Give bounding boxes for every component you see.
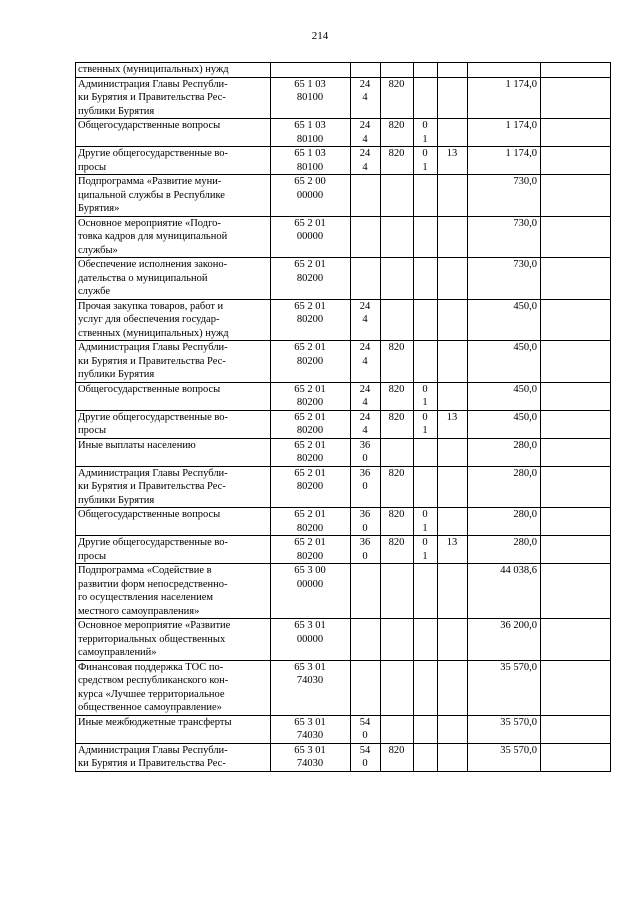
row-empty-cell [541, 258, 611, 300]
row-empty-cell [541, 63, 611, 78]
row-subsection-cell [438, 258, 468, 300]
row-section-cell [414, 299, 438, 341]
row-amount-cell: 450,0 [468, 382, 541, 410]
table-row [76, 216, 611, 258]
row-amount-cell: 36 200,0 [468, 619, 541, 661]
row-section-cell: 0 1 [414, 147, 438, 175]
row-department-cell [381, 715, 414, 743]
table-row [76, 619, 611, 661]
row-subsection-cell [438, 508, 468, 536]
row-amount-cell: 280,0 [468, 466, 541, 508]
row-name-cell: Иные выплаты населению [76, 438, 271, 466]
row-subsection-cell [438, 216, 468, 258]
row-department-cell: 820 [381, 536, 414, 564]
row-name-cell: Общегосударственные вопросы [76, 382, 271, 410]
row-target-article-cell: 65 1 03 80100 [271, 119, 351, 147]
row-amount-cell: 450,0 [468, 410, 541, 438]
row-department-cell: 820 [381, 77, 414, 119]
row-name-cell: ственных (муниципальных) нужд [76, 63, 271, 78]
row-subsection-cell [438, 743, 468, 771]
row-subsection-cell [438, 660, 468, 715]
row-subsection-cell [438, 438, 468, 466]
row-name-cell: Администрация Главы Республи- ки Бурятия и Правительства Рес- публики Бурятия [76, 77, 271, 119]
row-empty-cell [541, 508, 611, 536]
row-department-cell [381, 216, 414, 258]
row-amount-cell: 1 174,0 [468, 77, 541, 119]
row-name-cell: Подпрограмма «Содействие в развитии форм непосредственно- го осуществления населением местного самоуправления» [76, 564, 271, 619]
row-name-cell: Прочая закупка товаров, работ и услуг для обеспечения государ- ственных (муниципальных) нужд [76, 299, 271, 341]
row-expense-type-cell: 54 0 [351, 743, 381, 771]
row-name-cell: Основное мероприятие «Подго- товка кадров для муниципальной службы» [76, 216, 271, 258]
row-department-cell [381, 63, 414, 78]
row-amount-cell: 1 174,0 [468, 147, 541, 175]
row-amount-cell: 280,0 [468, 536, 541, 564]
row-target-article-cell: 65 2 01 80200 [271, 536, 351, 564]
row-amount-cell: 35 570,0 [468, 660, 541, 715]
row-subsection-cell [438, 466, 468, 508]
row-department-cell [381, 175, 414, 217]
row-target-article-cell: 65 3 01 00000 [271, 619, 351, 661]
table-row [76, 175, 611, 217]
table-row [76, 508, 611, 536]
row-empty-cell [541, 619, 611, 661]
row-department-cell [381, 619, 414, 661]
row-expense-type-cell: 36 0 [351, 438, 381, 466]
row-target-article-cell: 65 3 00 00000 [271, 564, 351, 619]
row-subsection-cell [438, 299, 468, 341]
budget-table [75, 62, 611, 772]
row-section-cell [414, 660, 438, 715]
table-row [76, 258, 611, 300]
row-amount-cell: 35 570,0 [468, 715, 541, 743]
row-department-cell: 820 [381, 382, 414, 410]
row-section-cell [414, 77, 438, 119]
row-empty-cell [541, 743, 611, 771]
row-department-cell: 820 [381, 743, 414, 771]
row-department-cell: 820 [381, 119, 414, 147]
table-row [76, 438, 611, 466]
row-subsection-cell [438, 341, 468, 383]
row-section-cell [414, 619, 438, 661]
row-expense-type-cell: 24 4 [351, 77, 381, 119]
row-target-article-cell: 65 2 01 80200 [271, 382, 351, 410]
row-empty-cell [541, 216, 611, 258]
row-section-cell [414, 715, 438, 743]
row-section-cell [414, 743, 438, 771]
row-name-cell: Администрация Главы Республи- ки Бурятия и Правительства Рес- [76, 743, 271, 771]
row-amount-cell: 730,0 [468, 175, 541, 217]
row-subsection-cell [438, 119, 468, 147]
row-target-article-cell: 65 2 01 80200 [271, 508, 351, 536]
table-row [76, 466, 611, 508]
row-expense-type-cell: 24 4 [351, 410, 381, 438]
row-name-cell: Подпрограмма «Развитие муни- ципальной службы в Республике Бурятия» [76, 175, 271, 217]
row-department-cell [381, 564, 414, 619]
row-department-cell [381, 660, 414, 715]
row-name-cell: Общегосударственные вопросы [76, 508, 271, 536]
row-expense-type-cell: 24 4 [351, 147, 381, 175]
row-subsection-cell [438, 564, 468, 619]
row-amount-cell: 730,0 [468, 258, 541, 300]
row-expense-type-cell [351, 216, 381, 258]
row-subsection-cell [438, 77, 468, 119]
row-section-cell: 0 1 [414, 410, 438, 438]
row-expense-type-cell: 24 4 [351, 299, 381, 341]
row-subsection-cell [438, 175, 468, 217]
row-empty-cell [541, 77, 611, 119]
row-subsection-cell [438, 619, 468, 661]
table-row [76, 119, 611, 147]
row-subsection-cell [438, 382, 468, 410]
row-empty-cell [541, 410, 611, 438]
table-row [76, 536, 611, 564]
row-department-cell: 820 [381, 341, 414, 383]
row-empty-cell [541, 119, 611, 147]
row-name-cell: Администрация Главы Республи- ки Бурятия и Правительства Рес- публики Бурятия [76, 341, 271, 383]
row-section-cell: 0 1 [414, 119, 438, 147]
table-row [76, 743, 611, 771]
row-empty-cell [541, 536, 611, 564]
row-subsection-cell [438, 63, 468, 78]
table-row [76, 410, 611, 438]
row-target-article-cell: 65 2 00 00000 [271, 175, 351, 217]
row-expense-type-cell [351, 660, 381, 715]
row-section-cell [414, 216, 438, 258]
table-row [76, 564, 611, 619]
row-expense-type-cell: 24 4 [351, 341, 381, 383]
row-section-cell [414, 438, 438, 466]
row-subsection-cell: 13 [438, 410, 468, 438]
table-row [76, 341, 611, 383]
row-empty-cell [541, 341, 611, 383]
row-name-cell: Обеспечение исполнения законо- дательства о муниципальной службе [76, 258, 271, 300]
row-department-cell: 820 [381, 147, 414, 175]
row-section-cell [414, 258, 438, 300]
table-row [76, 715, 611, 743]
row-target-article-cell: 65 1 03 80100 [271, 77, 351, 119]
row-empty-cell [541, 299, 611, 341]
row-empty-cell [541, 382, 611, 410]
row-department-cell: 820 [381, 410, 414, 438]
row-section-cell: 0 1 [414, 536, 438, 564]
row-section-cell [414, 175, 438, 217]
row-empty-cell [541, 564, 611, 619]
row-expense-type-cell: 24 4 [351, 382, 381, 410]
row-department-cell [381, 299, 414, 341]
row-section-cell [414, 564, 438, 619]
row-subsection-cell: 13 [438, 536, 468, 564]
row-target-article-cell: 65 3 01 74030 [271, 715, 351, 743]
row-amount-cell: 1 174,0 [468, 119, 541, 147]
row-name-cell: Другие общегосударственные во- просы [76, 147, 271, 175]
row-department-cell: 820 [381, 466, 414, 508]
row-name-cell: Администрация Главы Республи- ки Бурятия и Правительства Рес- публики Бурятия [76, 466, 271, 508]
row-expense-type-cell [351, 175, 381, 217]
table-row [76, 299, 611, 341]
row-target-article-cell: 65 3 01 74030 [271, 660, 351, 715]
row-name-cell: Другие общегосударственные во- просы [76, 536, 271, 564]
row-amount-cell: 450,0 [468, 299, 541, 341]
row-expense-type-cell [351, 564, 381, 619]
row-section-cell: 0 1 [414, 508, 438, 536]
page-number: 214 [311, 30, 329, 42]
row-amount-cell: 280,0 [468, 508, 541, 536]
row-empty-cell [541, 175, 611, 217]
row-name-cell: Основное мероприятие «Развитие территориальных общественных самоуправлений» [76, 619, 271, 661]
row-section-cell [414, 466, 438, 508]
table-row [76, 147, 611, 175]
row-expense-type-cell: 54 0 [351, 715, 381, 743]
table-row [76, 382, 611, 410]
row-name-cell: Финансовая поддержка ТОС по- средством республиканского кон- курса «Лучшее территориальное общественное самоуправление» [76, 660, 271, 715]
row-department-cell [381, 258, 414, 300]
row-expense-type-cell: 36 0 [351, 508, 381, 536]
row-expense-type-cell: 36 0 [351, 536, 381, 564]
row-subsection-cell: 13 [438, 147, 468, 175]
row-target-article-cell: 65 2 01 80200 [271, 258, 351, 300]
row-target-article-cell: 65 2 01 00000 [271, 216, 351, 258]
row-target-article-cell: 65 2 01 80200 [271, 410, 351, 438]
row-section-cell [414, 63, 438, 78]
row-expense-type-cell [351, 619, 381, 661]
row-department-cell [381, 438, 414, 466]
row-amount-cell: 280,0 [468, 438, 541, 466]
row-amount-cell: 730,0 [468, 216, 541, 258]
row-department-cell: 820 [381, 508, 414, 536]
row-amount-cell: 44 038,6 [468, 564, 541, 619]
row-empty-cell [541, 147, 611, 175]
row-empty-cell [541, 715, 611, 743]
row-subsection-cell [438, 715, 468, 743]
row-empty-cell [541, 660, 611, 715]
row-target-article-cell: 65 3 01 74030 [271, 743, 351, 771]
row-expense-type-cell [351, 258, 381, 300]
row-target-article-cell: 65 2 01 80200 [271, 466, 351, 508]
row-empty-cell [541, 438, 611, 466]
row-section-cell [414, 341, 438, 383]
row-amount-cell [468, 63, 541, 78]
row-expense-type-cell [351, 63, 381, 78]
table-row [76, 63, 611, 78]
row-target-article-cell [271, 63, 351, 78]
row-target-article-cell: 65 2 01 80200 [271, 438, 351, 466]
row-name-cell: Другие общегосударственные во- просы [76, 410, 271, 438]
row-amount-cell: 35 570,0 [468, 743, 541, 771]
row-target-article-cell: 65 2 01 80200 [271, 341, 351, 383]
row-expense-type-cell: 24 4 [351, 119, 381, 147]
row-name-cell: Общегосударственные вопросы [76, 119, 271, 147]
row-target-article-cell: 65 2 01 80200 [271, 299, 351, 341]
row-name-cell: Иные межбюджетные трансферты [76, 715, 271, 743]
row-target-article-cell: 65 1 03 80100 [271, 147, 351, 175]
row-empty-cell [541, 466, 611, 508]
table-row [76, 77, 611, 119]
table-row [76, 660, 611, 715]
row-section-cell: 0 1 [414, 382, 438, 410]
row-amount-cell: 450,0 [468, 341, 541, 383]
row-expense-type-cell: 36 0 [351, 466, 381, 508]
